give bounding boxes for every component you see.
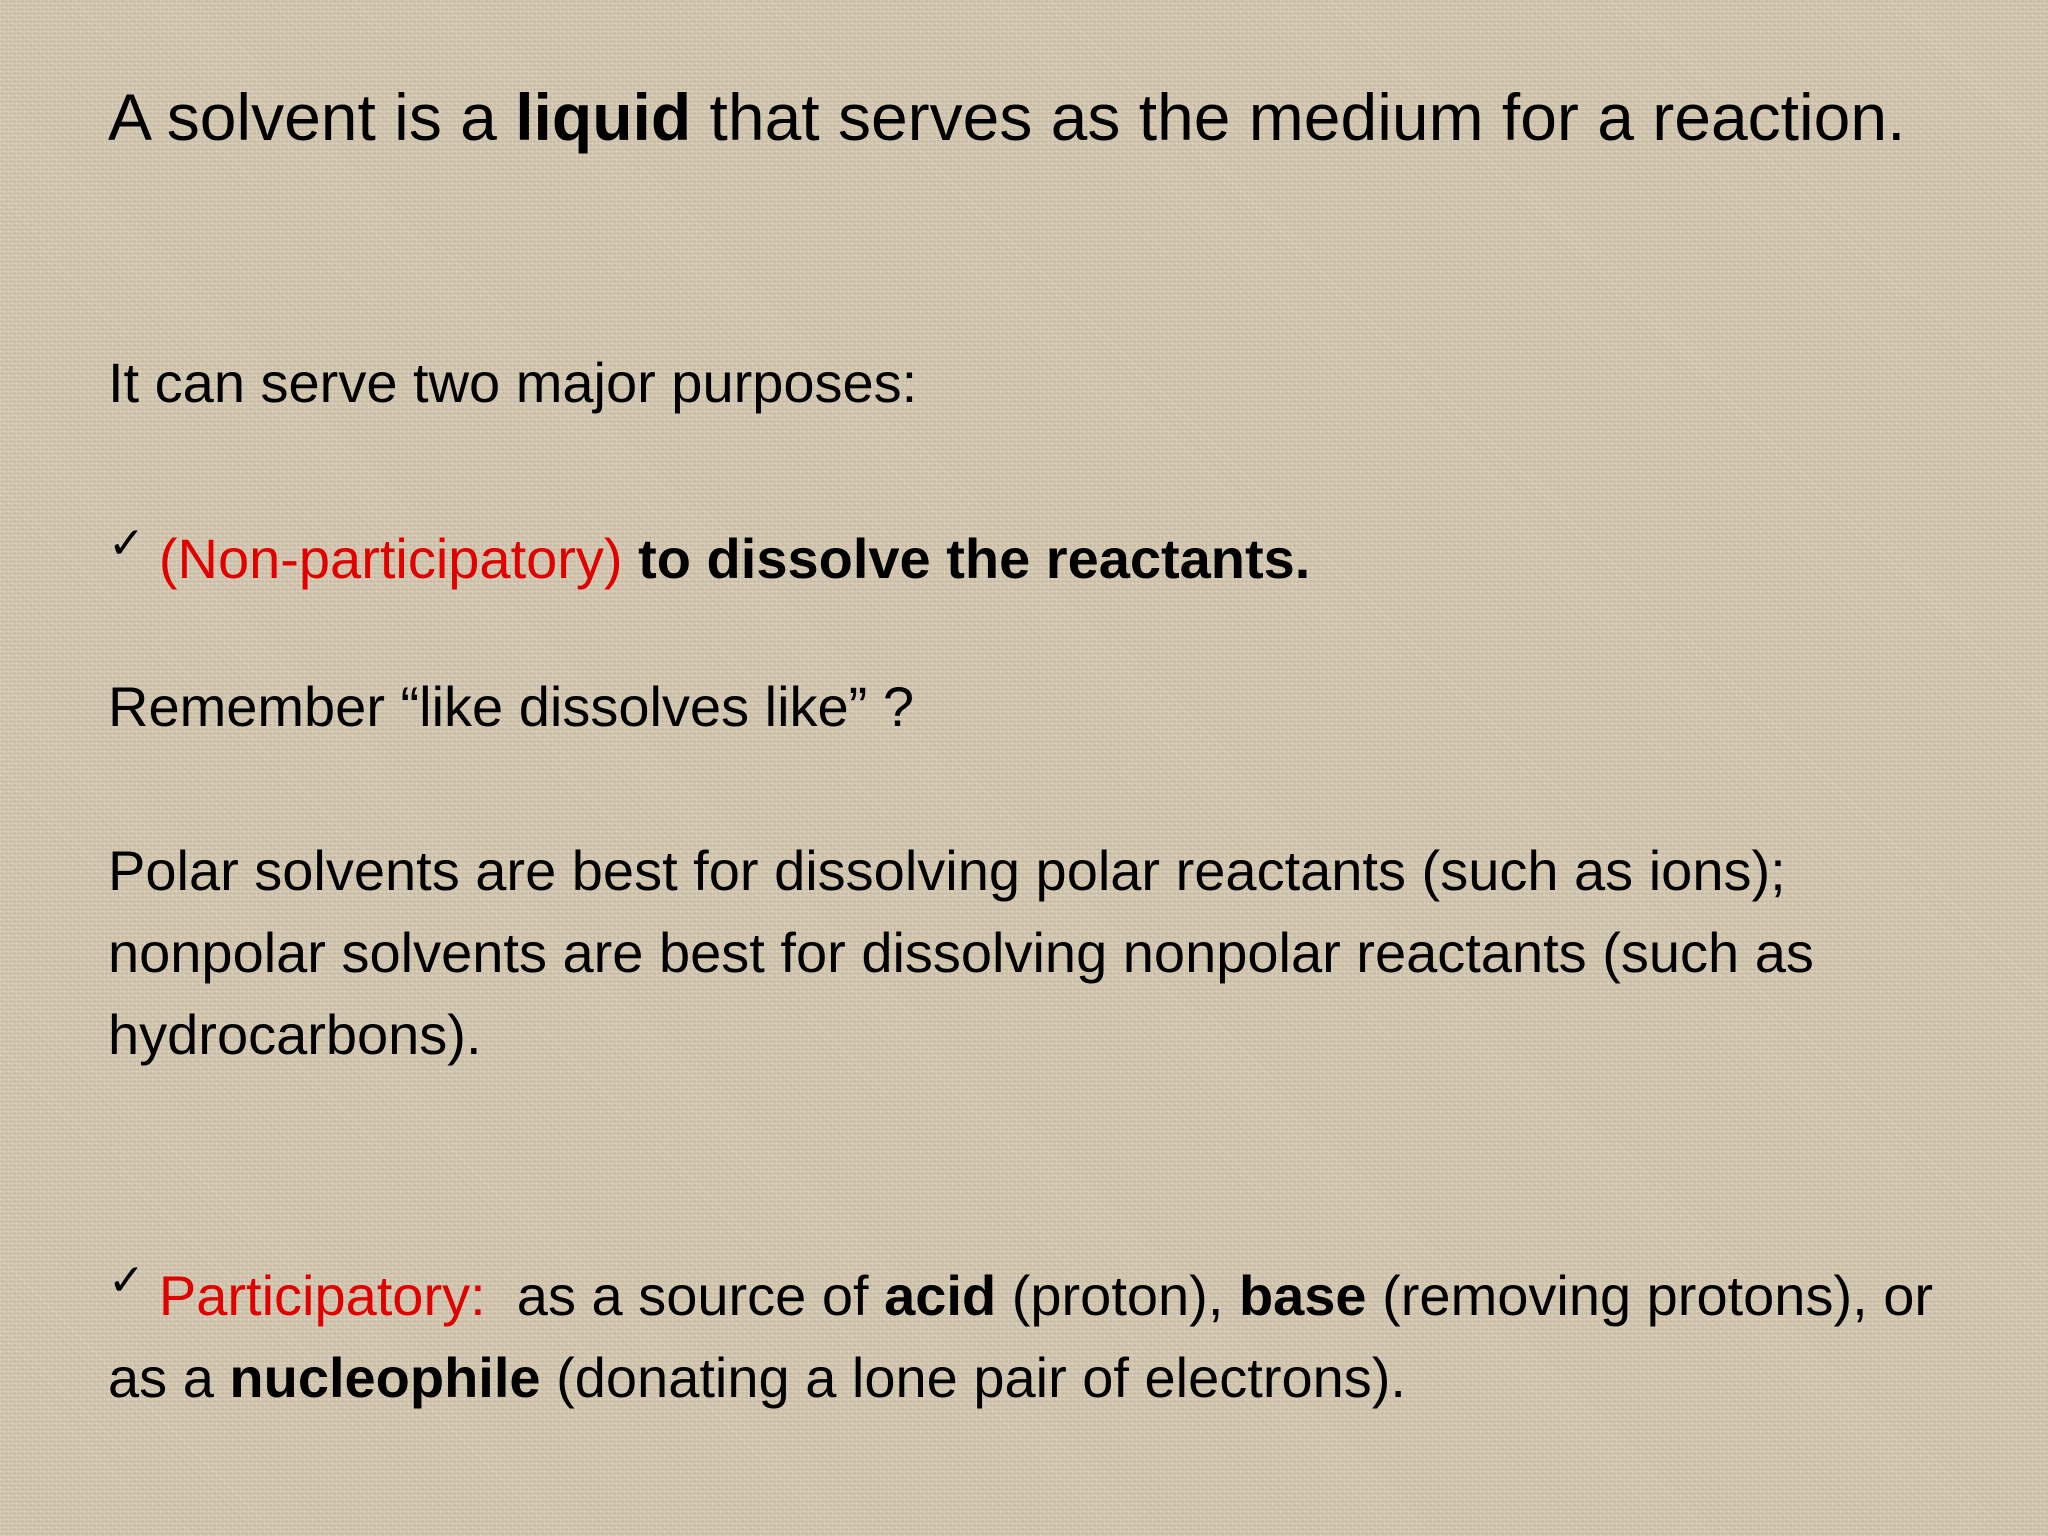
- polar-line2: nonpolar solvents are best for dissolving nonpolar reactants (such as hydrocarbons).: [108, 921, 1814, 1066]
- checkmark-icon: ✓: [108, 1256, 145, 1305]
- purposes-intro: It can serve two major purposes:: [108, 351, 918, 414]
- point2-bold-base: base: [1238, 1264, 1367, 1327]
- point2-label: Participatory:: [158, 1264, 486, 1327]
- point2-text2: (proton),: [996, 1264, 1239, 1327]
- intro-text: [108, 70, 1968, 164]
- point2-bold-nucleophile: nucleophile: [229, 1346, 541, 1409]
- point2-bold-acid: acid: [884, 1264, 997, 1327]
- intro-part1: A solvent is a: [108, 80, 516, 154]
- remember-text: Remember “like dissolves like” ?: [108, 675, 915, 738]
- polar-paragraph: [108, 830, 1968, 1076]
- intro-part2: that serves as the medium for a reaction.: [691, 80, 1906, 154]
- point2-text4: (donating a lone pair of electrons).: [540, 1346, 1406, 1409]
- point-non-participatory: [108, 503, 1968, 600]
- checkmark-icon: ✓: [108, 519, 145, 568]
- point2-text3: (removing protons), or as a: [108, 1264, 1934, 1409]
- polar-line1: Polar solvents are best for dissolving polar reactants (such as ions);: [108, 839, 1786, 902]
- intro-bold-liquid: liquid: [515, 80, 692, 154]
- point1-label: (Non-participatory): [158, 527, 623, 590]
- point1-text: to dissolve the reactants.: [638, 527, 1311, 590]
- point2-text1: as a source of: [516, 1264, 885, 1327]
- point-participatory: [108, 1240, 1968, 1419]
